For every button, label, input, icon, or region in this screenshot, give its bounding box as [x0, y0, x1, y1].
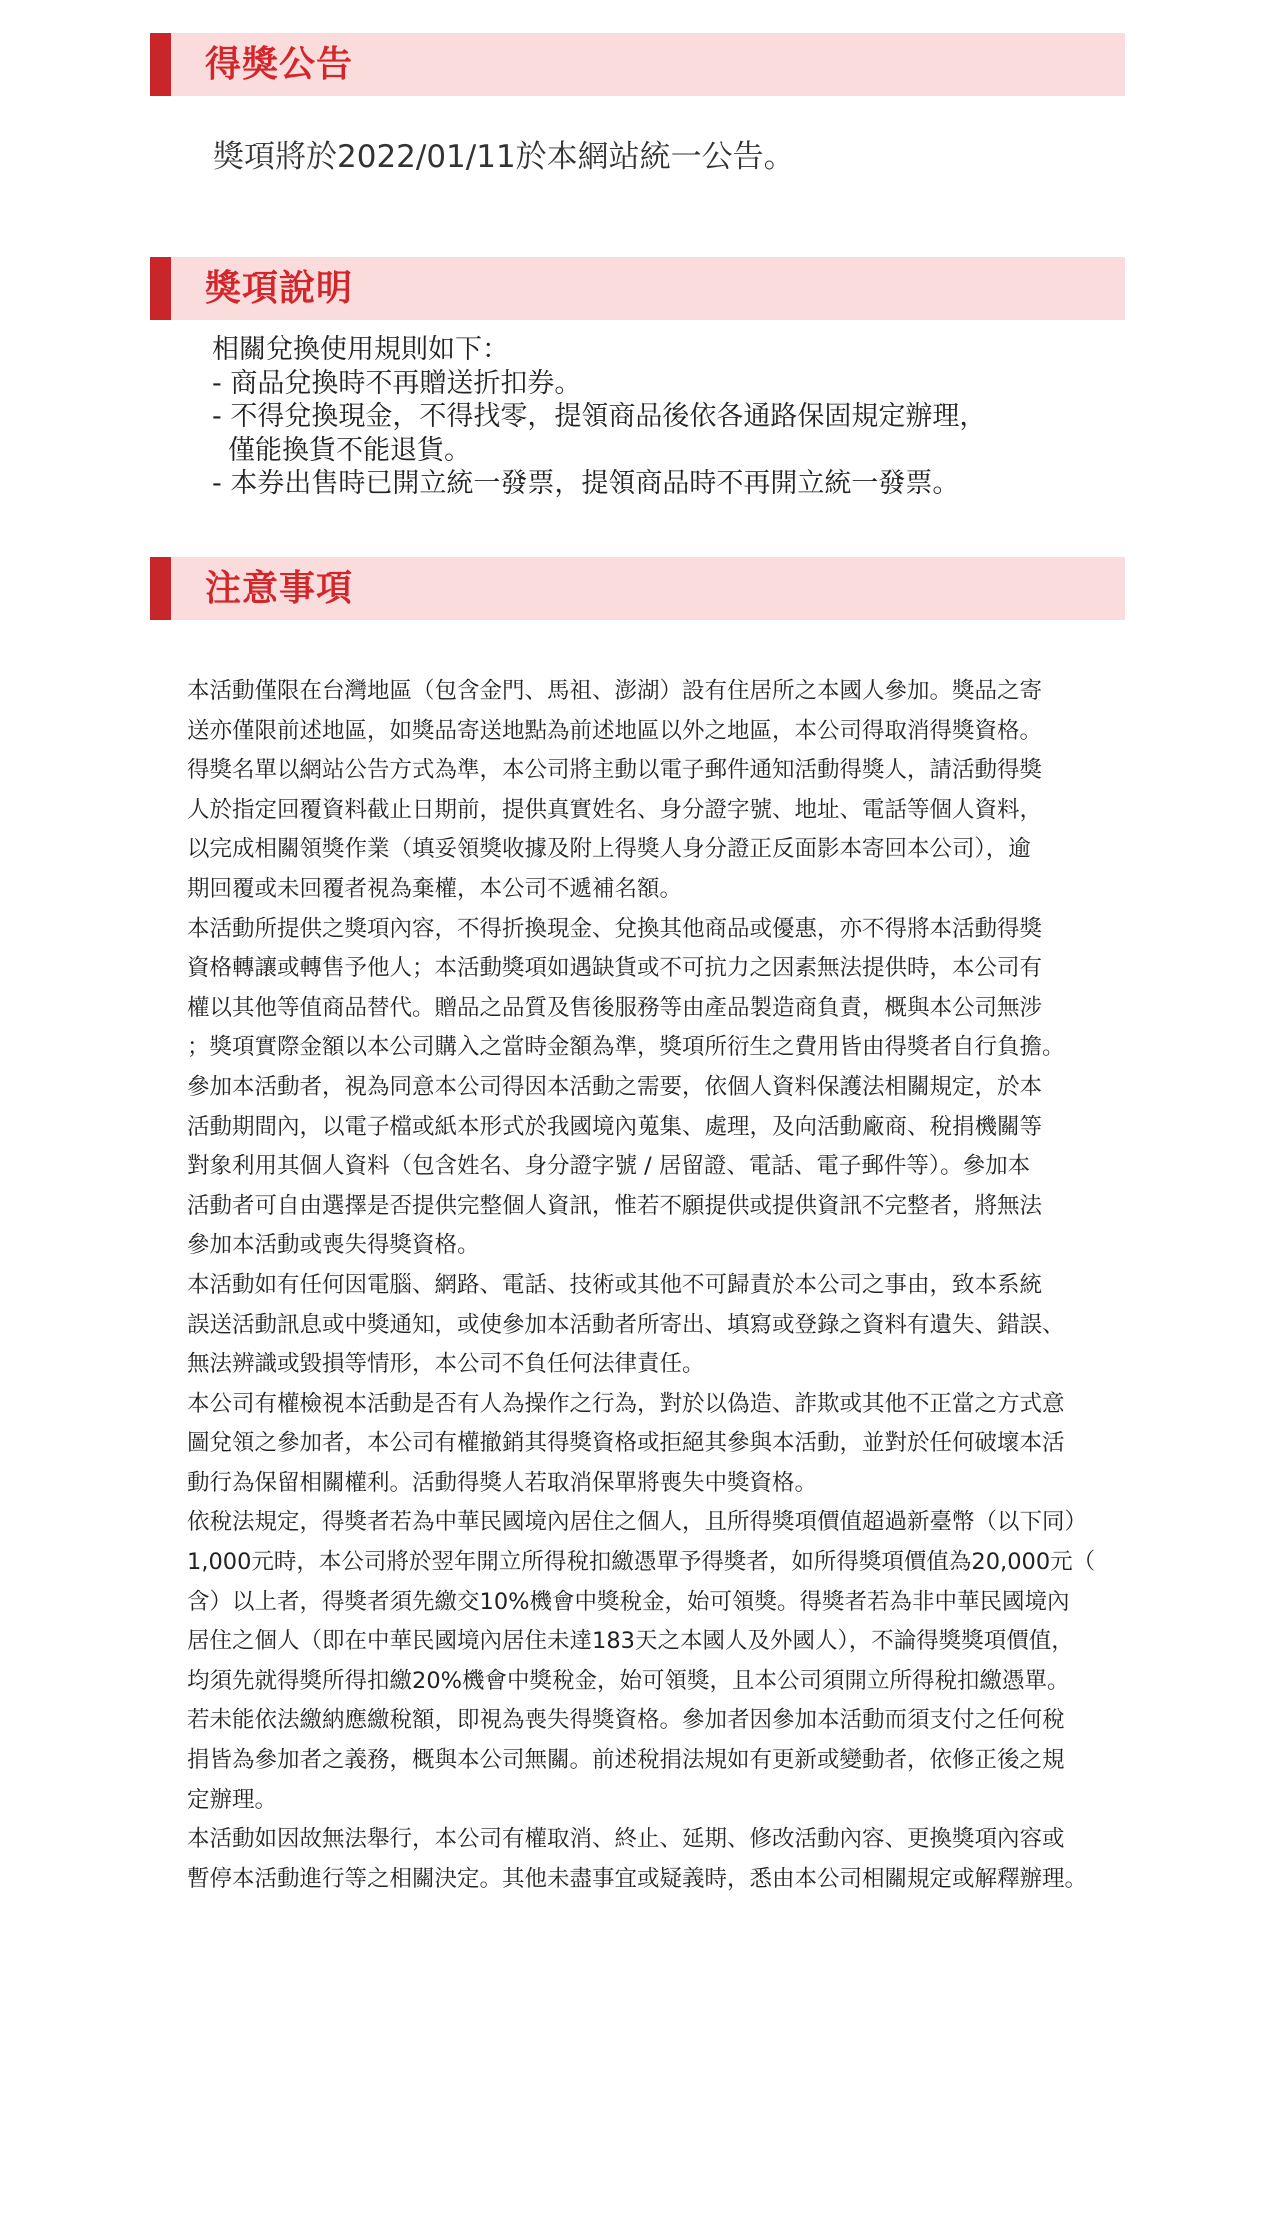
notice-line: 1,000元時，本公司將於翌年開立所得稅扣繳憑單予得獎者，如所得獎項價值為20,000元（ [187, 1549, 1096, 1576]
announce-text: 獎項將於2022/01/11於本網站統一公告。 [213, 139, 795, 175]
notice-line: 本活動僅限在台灣地區（包含金門、馬祖、澎湖）設有住居所之本國人參加。獎品之寄 [187, 678, 1043, 704]
notice-line: 參加本活動者，視為同意本公司得因本活動之需要，依個人資料保護法相關規定，於本 [187, 1073, 1043, 1100]
notice-line: 活動期間內，以電子檔或紙本形式於我國境內蒐集、處理，及向活動廠商、稅捐機關等 [187, 1113, 1043, 1140]
notice-line: 本活動如有任何因電腦、網路、電話、技術或其他不可歸責於本公司之事由，致本系統 [187, 1271, 1043, 1298]
accent-bar [150, 33, 171, 96]
notice-line: 含）以上者，得獎者須先繳交10%機會中獎稅金，始可領獎。得獎者若為非中華民國境內 [187, 1588, 1070, 1615]
notice-line: 活動者可自由選擇是否提供完整個人資訊，惟若不願提供或提供資訊不完整者，將無法 [187, 1192, 1043, 1219]
section-header-announce [150, 33, 1125, 96]
prize-line: - 本券出售時已開立統一發票，提領商品時不再開立統一發票。 [212, 468, 960, 499]
notice-line: 本活動所提供之獎項內容，不得折換現金、兌換其他商品或優惠，亦不得將本活動得獎 [187, 915, 1043, 942]
section-header-notice [150, 557, 1125, 620]
notice-line: 參加本活動或喪失得獎資格。 [187, 1232, 480, 1259]
notice-line: 送亦僅限前述地區，如獎品寄送地點為前述地區以外之地區，本公司得取消得獎資格。 [187, 717, 1043, 744]
notice-line: 以完成相關領獎作業（填妥領獎收據及附上得獎人身分證正反面影本寄回本公司），逾 [187, 836, 1031, 863]
notice-line: 人於指定回覆資料截止日期前，提供真實姓名、身分證字號、地址、電話等個人資料， [187, 796, 1043, 823]
notice-line: 均須先就得獎所得扣繳20%機會中獎稅金，始可領獎，且本公司須開立所得稅扣繳憑單。 [187, 1667, 1070, 1694]
notice-line: 對象利用其個人資料（包含姓名、身分證字號 / 居留證、電話、電子郵件等）。參加本 [187, 1153, 1031, 1180]
prize-line: - 商品兌換時不再贈送折扣券。 [212, 367, 582, 399]
notice-line: 捐皆為參加者之義務，概與本公司無關。前述稅捐法規如有更新或變動者，依修正後之規 [187, 1747, 1065, 1774]
notice-line: 依稅法規定，得獎者若為中華民國境內居住之個人，且所得獎項價值超過新臺幣（以下同） [187, 1509, 1088, 1536]
section-title-notice: 注意事項 [205, 568, 354, 609]
prize-line: 僅能換貨不能退貨。 [228, 434, 471, 466]
prize-line: 相關兌換使用規則如下： [212, 334, 509, 365]
notice-line: 無法辨識或毀損等情形，本公司不負任何法律責任。 [187, 1351, 705, 1378]
notice-line: 圖兌領之參加者，本公司有權撤銷其得獎資格或拒絕其參與本活動，並對於任何破壞本活 [187, 1430, 1065, 1457]
notice-line: 定辦理。 [187, 1786, 278, 1813]
section-header-prize [150, 257, 1125, 320]
section-title-prize: 獎項說明 [205, 268, 354, 309]
notice-line: 誤送活動訊息或中獎通知，或使參加本活動者所寄出、填寫或登錄之資料有遺失、錯誤、 [187, 1311, 1065, 1338]
accent-bar [150, 557, 171, 620]
notice-line: 資格轉讓或轉售予他人；本活動獎項如遇缺貨或不可抗力之因素無法提供時，本公司有 [187, 955, 1043, 982]
notice-body [187, 672, 1187, 1899]
notice-line: 期回覆或未回覆者視為棄權，本公司不遞補名額。 [187, 875, 683, 902]
section-title-announce: 得獎公告 [205, 44, 354, 85]
notice-line: 本活動如因故無法舉行，本公司有權取消、終止、延期、修改活動內容、更換獎項內容或 [187, 1826, 1065, 1853]
accent-bar [150, 257, 171, 320]
notice-line: 若未能依法繳納應繳稅額，即視為喪失得獎資格。參加者因參加本活動而須支付之任何稅 [187, 1707, 1065, 1734]
notice-line: 動行為保留相關權利。活動得獎人若取消保單將喪失中獎資格。 [187, 1469, 818, 1496]
notice-line: 得獎名單以網站公告方式為準，本公司將主動以電子郵件通知活動得獎人，請活動得獎 [187, 757, 1043, 784]
notice-line: 權以其他等值商品替代。贈品之品質及售後服務等由產品製造商負責，概與本公司無涉 [187, 994, 1043, 1021]
prize-description [212, 333, 986, 501]
notice-line: 本公司有權檢視本活動是否有人為操作之行為，對於以偽造、詐欺或其他不正當之方式意 [187, 1390, 1065, 1417]
prize-line: - 不得兌換現金，不得找零，提領商品後依各通路保固規定辦理， [212, 401, 987, 432]
notice-line: ；獎項實際金額以本公司購入之當時金額為準，獎項所衍生之費用皆由得獎者自行負擔。 [187, 1034, 1065, 1061]
notice-line: 暫停本活動進行等之相關決定。其他未盡事宜或疑義時，悉由本公司相關規定或解釋辦理。 [187, 1865, 1088, 1892]
notice-line: 居住之個人（即在中華民國境內居住未達183天之本國人及外國人），不論得獎獎項價值， [187, 1628, 1074, 1655]
